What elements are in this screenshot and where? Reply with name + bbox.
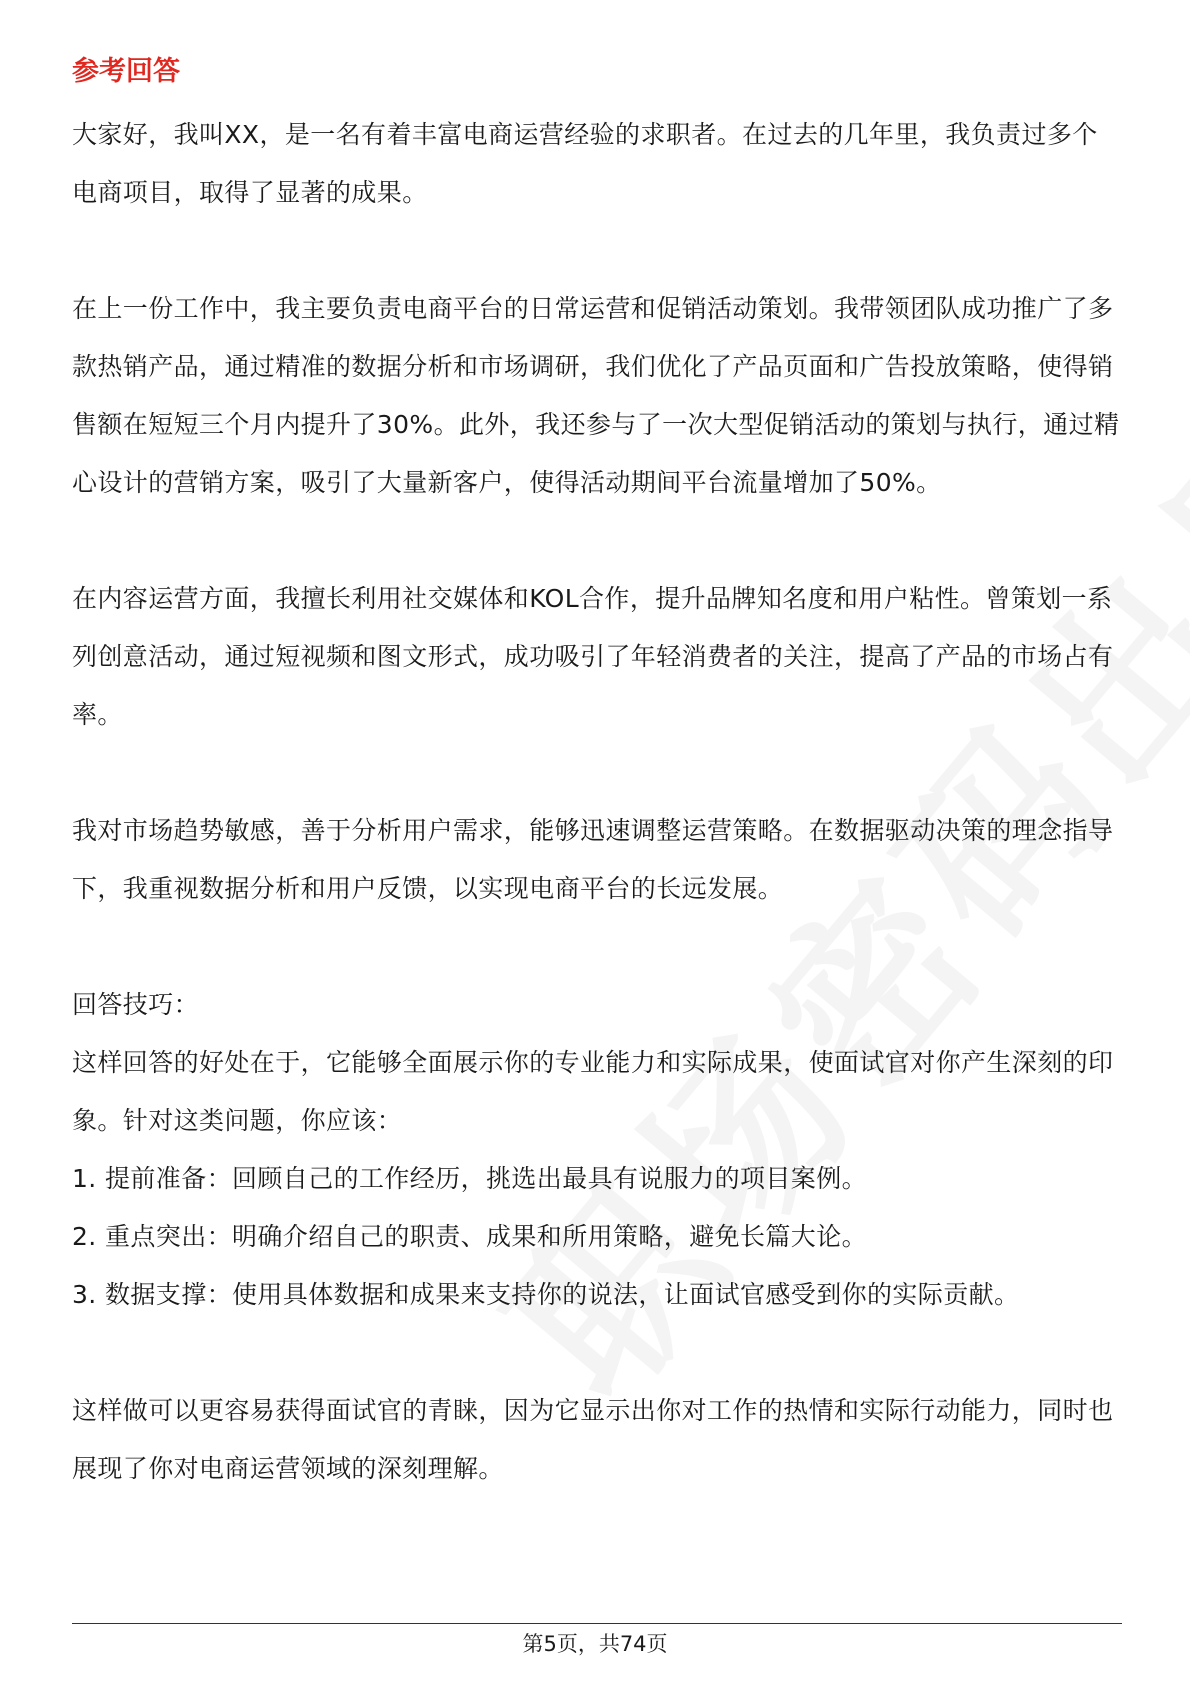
paragraph-experience: 在上一份工作中，我主要负责电商平台的日常运营和促销活动策划。我带领团队成功推广了多款热销产品，通过精准的数据分析和市场调研，我们优化了产品页面和广告投放策略，使得销售额在短短三个月内提升了30%。此外，我还参与了一次大型促销活动的策划与执行，通过精心设计的营销方案，吸引了大量新客户，使得活动期间平台流量增加了50%。 (72, 294, 1120, 497)
paragraph-gap (72, 744, 1122, 802)
tips-conclusion: 这样做可以更容易获得面试官的青睐，因为它显示出你对工作的热情和实际行动能力，同时也展现了你对电商运营领域的深刻理解。 (72, 1396, 1114, 1483)
tips-item-3: 3. 数据支撑：使用具体数据和成果来支持你的说法，让面试官感受到你的实际贡献。 (72, 1280, 1020, 1309)
paragraph-gap (72, 1324, 1122, 1382)
paragraph-gap (72, 918, 1122, 976)
tips-item-1: 1. 提前准备：回顾自己的工作经历，挑选出最具有说服力的项目案例。 (72, 1164, 868, 1193)
section-heading: 参考回答 (72, 56, 180, 87)
tips-item-2: 2. 重点突出：明确介绍自己的职责、成果和所用策略，避免长篇大论。 (72, 1222, 868, 1251)
paragraph-market: 我对市场趋势敏感，善于分析用户需求，能够迅速调整运营策略。在数据驱动决策的理念指导下，我重视数据分析和用户反馈，以实现电商平台的长远发展。 (72, 816, 1114, 903)
paragraph-content-ops: 在内容运营方面，我擅长利用社交媒体和KOL合作，提升品牌知名度和用户粘性。曾策划一系列创意活动，通过短视频和图文形式，成功吸引了年轻消费者的关注，提高了产品的市场占有率。 (72, 584, 1114, 729)
footer-divider (72, 1623, 1122, 1624)
paragraph-gap (72, 222, 1122, 280)
tips-intro: 这样回答的好处在于，它能够全面展示你的专业能力和实际成果，使面试官对你产生深刻的印象。针对这类问题，你应该： (72, 1048, 1114, 1135)
paragraph-intro: 大家好，我叫XX，是一名有着丰富电商运营经验的求职者。在过去的几年里，我负责过多个电商项目，取得了显著的成果。 (72, 120, 1098, 207)
page-number: 第5页，共74页 (522, 1632, 668, 1656)
tips-title: 回答技巧： (72, 990, 200, 1019)
paragraph-gap (72, 512, 1122, 570)
document-body (72, 50, 1122, 1498)
